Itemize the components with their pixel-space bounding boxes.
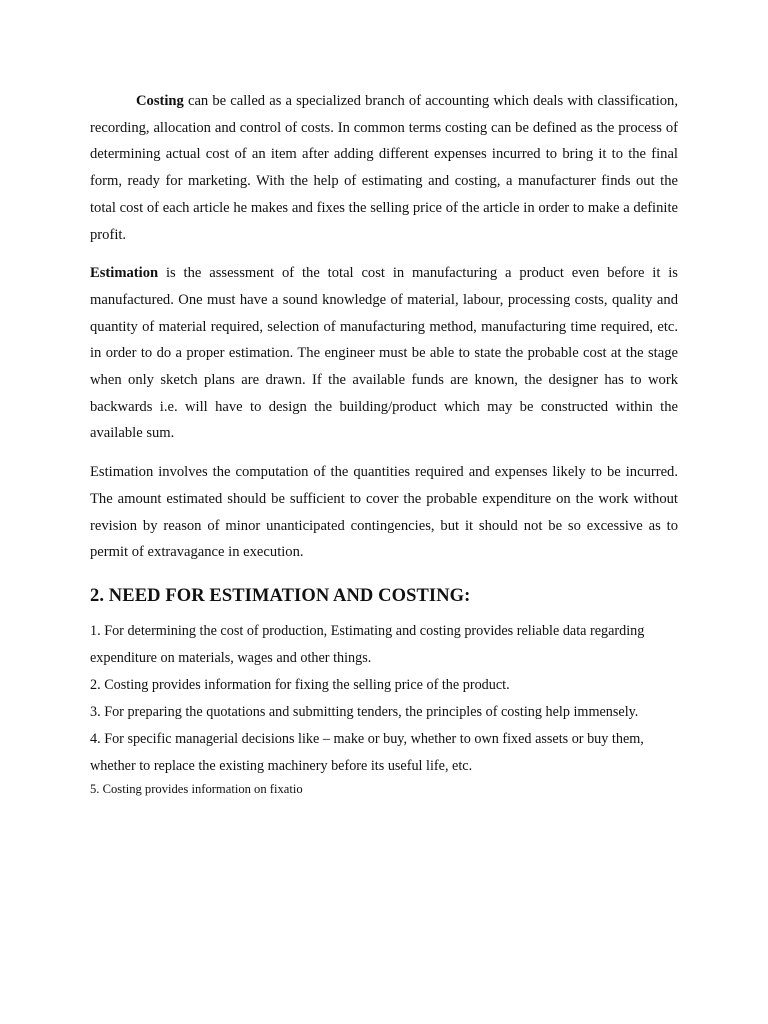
- document-page: [90, 88, 678, 800]
- list-item: 4. For specific managerial decisions like – make or buy, whether to own fixed assets or buy them, whether to replace the existing machinery before its useful life, etc.: [90, 730, 644, 774]
- paragraph-costing: [90, 88, 678, 248]
- paragraph-estimation-text: is the assessment of the total cost in manufacturing a product even before it is manufactured. One must have a sound knowledge of material, labour, processing costs, quality and quantity of material required, selection of manufacturing method, manufacturing time required, etc. in order to do a proper estimation. The engineer must be able to state the probable cost at the stage when only sketch plans are drawn. If the available funds are known, the designer has to work backwards i.e. will have to design the building/product which may be constructed within the available sum.: [90, 265, 678, 442]
- list-item: 2. Costing provides information for fixing the selling price of the product.: [90, 676, 510, 693]
- paragraph-estimation-involves: [90, 459, 678, 566]
- paragraph-estimation-involves-text: Estimation involves the computation of the quantities required and expenses likely to be incurred. The amount estimated should be sufficient to cover the probable expenditure on the work without revision by reason of minor unanticipated contingencies, but it should not be so excessive as to permit of extravagance in execution.: [90, 464, 678, 561]
- list-item: 1. For determining the cost of production, Estimating and costing provides reliable data regarding expenditure on materials, wages and other things.: [90, 622, 645, 666]
- list-item: 3. For preparing the quotations and submitting tenders, the principles of costing help immensely.: [90, 703, 639, 720]
- term-costing: Costing: [136, 93, 184, 109]
- section-heading: 2. NEED FOR ESTIMATION AND COSTING:: [90, 585, 471, 606]
- needs-list: [90, 618, 678, 800]
- paragraph-costing-text: can be called as a specialized branch of accounting which deals with classification, recording, allocation and control of costs. In common terms costing can be defined as the process of determining actual cost of an item after adding different expenses incurred to bring it to the final form, ready for marketing. With the help of estimating and costing, a manufacturer finds out the total cost of each article he makes and fixes the selling price of the article in order to make a definite profit.: [90, 93, 678, 243]
- term-estimation: Estimation: [90, 265, 159, 282]
- paragraph-estimation: [90, 260, 678, 447]
- list-item: 5. Costing provides information on fixatio: [90, 781, 303, 796]
